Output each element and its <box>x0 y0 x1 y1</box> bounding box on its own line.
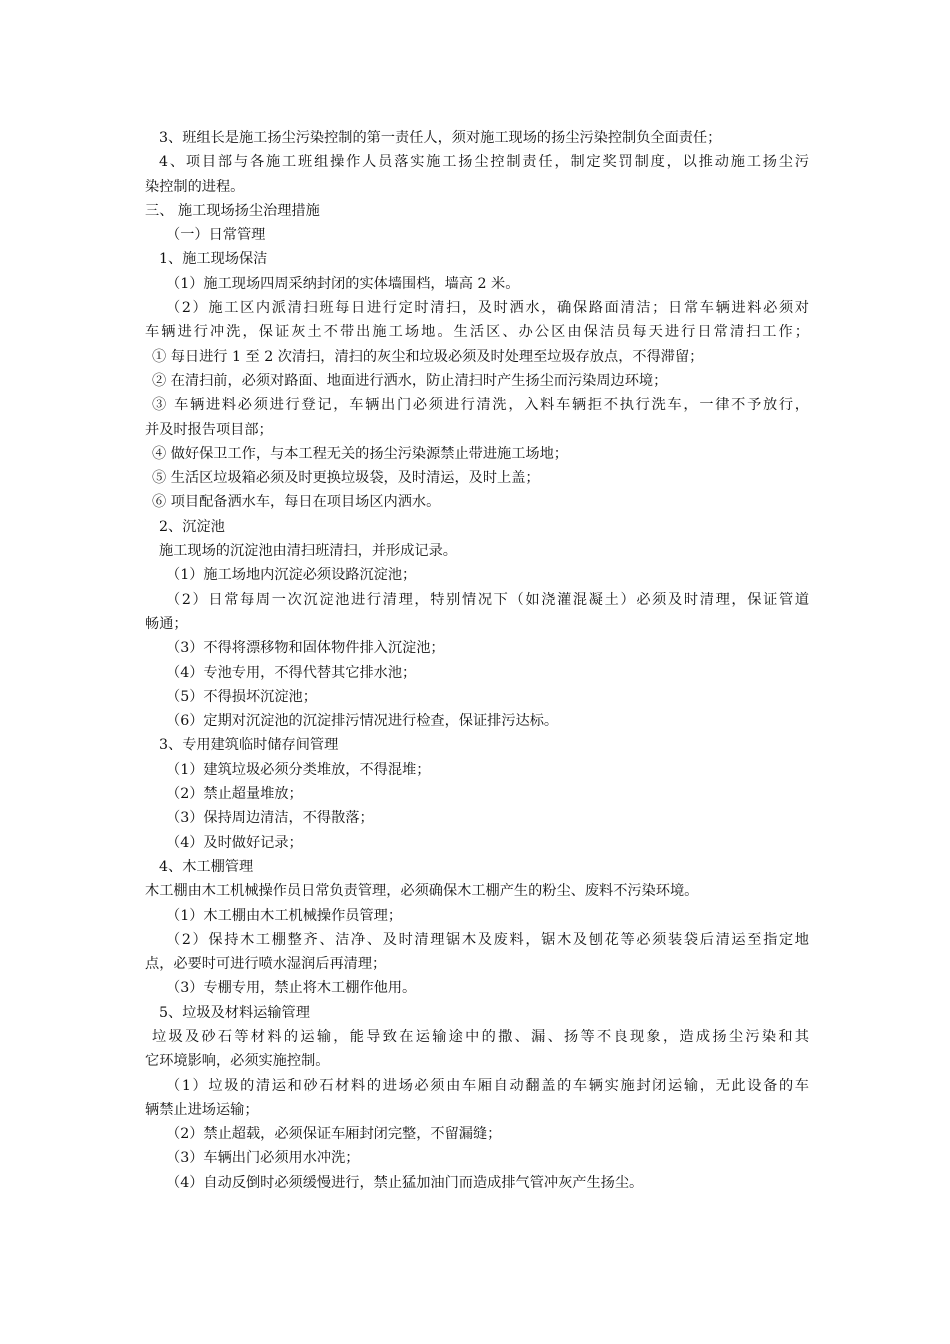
text-line: ③ 车辆进料必须进行登记，车辆出门必须进行清洗，入料车辆拒不执行洗车，一律不予放行， <box>152 397 809 414</box>
text-line: （1）施工场地内沉淀必须设路沉淀池； <box>166 567 417 584</box>
text-line: （3）专棚专用，禁止将木工棚作他用。 <box>166 980 417 997</box>
text-line: 染控制的进程。 <box>145 178 245 195</box>
item-heading: 4、木工棚管理 <box>159 858 254 875</box>
item-heading: 1、施工现场保洁 <box>159 251 268 268</box>
text-line: （5）不得损坏沉淀池； <box>166 688 317 705</box>
text-line: 垃圾及砂石等材料的运输，能导致在运输途中的撒、漏、扬等不良现象，造成扬尘污染和其 <box>152 1028 809 1045</box>
text-line: 木工棚由木工机械操作员日常负责管理，必须确保木工棚产生的粉尘、废料不污染环境。 <box>145 883 699 900</box>
text-line: ⑤ 生活区垃圾箱必须及时更换垃圾袋，及时清运，及时上盖； <box>152 470 540 487</box>
text-line: （3）保持周边清洁，不得散落； <box>166 810 374 827</box>
text-line: ⑥ 项目配备洒水车，每日在项目场区内洒水。 <box>152 494 441 511</box>
text-line: （2）禁止超载，必须保证车厢封闭完整，不留漏缝； <box>166 1126 502 1143</box>
text-line: 3、班组长是施工扬尘污染控制的第一责任人，须对施工现场的扬尘污染控制负全面责任； <box>159 130 722 146</box>
text-line: （2）禁止超量堆放； <box>166 786 303 803</box>
text-line: 它环境影响，必须实施控制。 <box>145 1053 330 1070</box>
text-line: 施工现场的沉淀池由清扫班清扫，并形成记录。 <box>159 543 457 560</box>
text-line: ① 每日进行 1 至 2 次清扫，清扫的灰尘和垃圾必须及时处理至垃圾存放点，不得滞留； <box>152 348 704 365</box>
document-body <box>145 126 809 1195</box>
text-line: （3）不得将漂移物和固体物件排入沉淀池； <box>166 640 445 657</box>
text-line: （1）建筑垃圾必须分类堆放，不得混堆； <box>166 761 431 778</box>
text-line: 辆禁止进场运输； <box>145 1101 259 1118</box>
text-line: 4、项目部与各施工班组操作人员落实施工扬尘控制责任，制定奖罚制度，以推动施工扬尘污 <box>159 154 809 171</box>
subsection-heading: （一）日常管理 <box>166 227 266 244</box>
item-heading: 5、垃圾及材料运输管理 <box>159 1004 310 1021</box>
text-line: （4）及时做好记录； <box>166 834 303 851</box>
text-line: （2）施工区内派清扫班每日进行定时清扫，及时洒水，确保路面清洁；日常车辆进料必须对 <box>166 300 809 317</box>
text-line: 畅通； <box>145 615 188 632</box>
text-line: （4）专池专用，不得代替其它排水池； <box>166 664 417 681</box>
text-line: ④ 做好保卫工作，与本工程无关的扬尘污染源禁止带进施工场地； <box>152 445 568 462</box>
text-line: （4）自动反倒时必须缓慢进行，禁止猛加油门而造成排气管冲灰产生扬尘。 <box>166 1174 644 1191</box>
text-line: （1）木工棚由木工机械操作员管理； <box>166 907 403 924</box>
text-line: 车辆进行冲洗，保证灰土不带出施工场地。生活区、办公区由保洁员每天进行日常清扫工作； <box>145 324 809 341</box>
text-line: （1）施工现场四周采纳封闭的实体墙围档，墙高 2 米。 <box>166 275 520 292</box>
text-line: （3）车辆出门必须用水冲洗； <box>166 1150 360 1167</box>
section-heading: 三、 施工现场扬尘治理措施 <box>145 202 320 219</box>
text-line: （2）保持木工棚整齐、洁净、及时清理锯木及废料，锯木及刨花等必须装袋后清运至指定地 <box>166 931 809 948</box>
text-line: （2）日常每周一次沉淀池进行清理，特别情况下（如浇灌混凝土）必须及时清理，保证管道 <box>166 591 809 608</box>
text-line: ② 在清扫前，必须对路面、地面进行洒水，防止清扫时产生扬尘而污染周边环境； <box>152 372 668 389</box>
text-line: 点，必要时可进行喷水湿润后再清理； <box>145 956 387 973</box>
item-heading: 2、沉淀池 <box>159 518 225 535</box>
text-line: （6）定期对沉淀池的沉淀排污情况进行检查，保证排污达标。 <box>166 713 559 730</box>
text-line: （1）垃圾的清运和砂石材料的进场必须由车厢自动翻盖的车辆实施封闭运输，无此设备的车 <box>166 1077 809 1094</box>
text-line: 并及时报告项目部； <box>145 421 273 438</box>
item-heading: 3、专用建筑临时储存间管理 <box>159 737 339 754</box>
